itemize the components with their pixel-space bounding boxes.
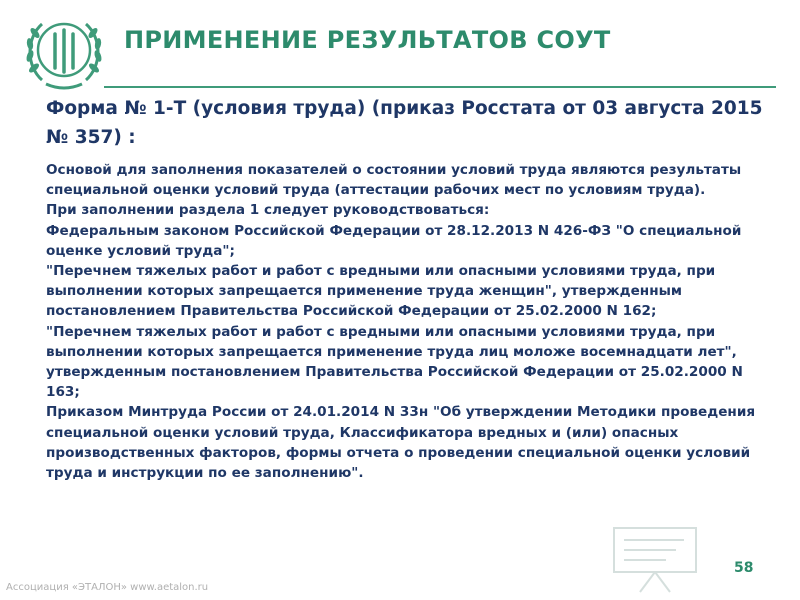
presentation-board-icon	[600, 520, 710, 595]
laurel-wreath-logo-icon	[22, 10, 106, 94]
paragraph: Федеральным законом Российской Федерации от 28.12.2013 N 426-ФЗ "О специальной оценке условий труда";	[46, 222, 742, 259]
paragraph: "Перечнем тяжелых работ и работ с вредными или опасными условиями труда, при выполнении которых запрещается применение труда лиц моложе восемнадцати лет", утвержденным постановлением Правительства Российской Федерации от 25.02.2000 N 163;	[46, 323, 743, 401]
body-text	[46, 160, 770, 483]
paragraph: "Перечнем тяжелых работ и работ с вредными или опасными условиями труда, при выполнении которых запрещается применение труда женщин", утвержденным постановлением Правительства Российской Федерации от 25.02.2000 N 162;	[46, 263, 716, 320]
footer-organization: Ассоциация «ЭТАЛОН» www.aetalon.ru	[6, 582, 209, 593]
paragraph: Основой для заполнения показателей о состоянии условий труда являются результаты специальной оценки условий труда (аттестации рабочих мест по условиям труда).	[46, 162, 742, 199]
title-divider	[104, 86, 776, 88]
paragraph: Приказом Минтруда России от 24.01.2014 N 33н "Об утверждении Методики проведения специальной оценки условий труда, Классификатора вредных и (или) опасных производственных факторов, формы отчета о проведении специальной оценки условий труда и инструкции по ее заполнению".	[46, 404, 756, 482]
page-number: 58	[734, 560, 754, 576]
paragraph: При заполнении раздела 1 следует руководствоваться:	[46, 202, 490, 219]
main-heading: Форма № 1-Т (условия труда) (приказ Росстата от 03 августа 2015 № 357) :	[46, 98, 763, 148]
slide-title: ПРИМЕНЕНИЕ РЕЗУЛЬТАТОВ СОУТ	[124, 26, 611, 54]
